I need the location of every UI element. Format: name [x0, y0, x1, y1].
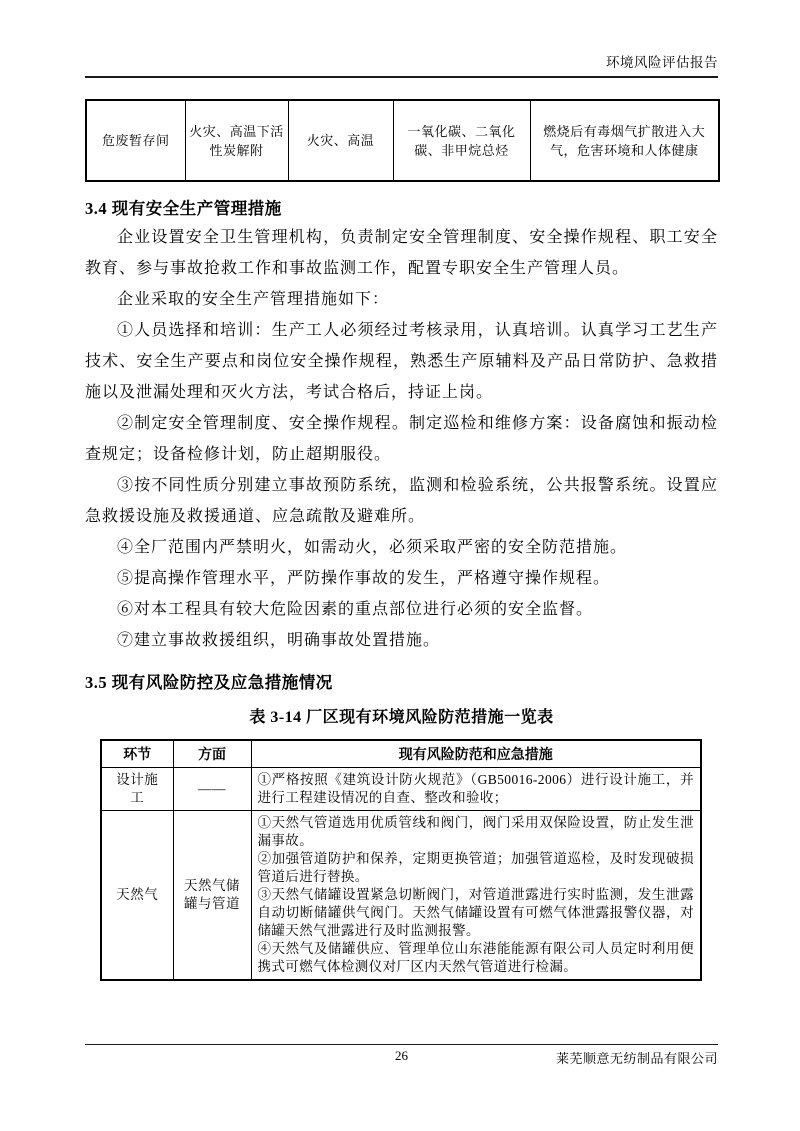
table-3-14-title: 表 3-14 厂区现有环境风险防范措施一览表: [249, 709, 554, 726]
risk-prevention-table: [100, 739, 702, 981]
measure-item: ①严格按照《建筑设计防火规范》（GB50016-2006）进行设计施工，并进行工程建设情况的自查、整改和验收；: [257, 771, 694, 805]
measure-item: ④天然气及储罐供应、管理单位山东港能能源有限公司人员定时利用便携式可燃气体检测仪对厂区内天然气管道进行检漏。: [257, 940, 694, 974]
stage-cell: 天然气: [101, 810, 173, 980]
table-row: [101, 767, 701, 810]
column-header-aspect: 方面: [173, 740, 251, 767]
page-footer: [85, 1044, 718, 1065]
report-title: 环境风险评估报告: [606, 55, 718, 70]
section-3-5-heading: 3.5 现有风险防控及应急措施情况: [85, 673, 333, 692]
paragraph: ⑥对本工程具有较大危险因素的重点部位进行必须的安全监督。: [117, 601, 594, 618]
measures-cell: [251, 767, 701, 810]
table-row: [101, 810, 701, 980]
measure-item: ②加强管道防护和保养，定期更换管道；加强管道巡检，及时发现破损管道后进行替换。: [257, 850, 694, 884]
paragraph: ②制定安全管理制度、安全操作规程。制定巡检和维修方案：设备腐蚀和振动检查规定；设备检修计划，防止超期服役。: [85, 415, 718, 463]
page-content: [85, 0, 718, 981]
page-number: 26: [395, 1048, 408, 1063]
hazard-cell-type: 火灾、高温: [288, 100, 393, 181]
paragraph: ⑦建立事故救援组织，明确事故处置措施。: [117, 632, 441, 649]
paragraph: ⑤提高操作管理水平，严防操作事故的发生，严格遵守操作规程。: [117, 570, 611, 587]
table-row: [86, 100, 719, 181]
hazard-cell-cause: 火灾、高温下活性炭解附: [185, 100, 288, 181]
column-header-stage: 环节: [101, 740, 173, 767]
measures-cell: [251, 810, 701, 980]
hazard-cell-location: 危废暂存间: [86, 100, 185, 181]
header-rule: [85, 76, 718, 78]
measure-item: ①天然气管道选用优质管线和阀门，阀门采用双保险设置，防止发生泄漏事故。: [257, 814, 694, 848]
table-header-row: [101, 740, 701, 767]
hazard-summary-table: [85, 99, 720, 182]
paragraph: ④全厂范围内严禁明火，如需动火，必须采取严密的安全防范措施。: [117, 539, 628, 556]
column-header-measures: 现有风险防范和应急措施: [251, 740, 701, 767]
hazard-cell-consequence: 燃烧后有毒烟气扩散进入大气，危害环境和人体健康: [530, 100, 719, 181]
aspect-cell: ——: [173, 767, 251, 810]
paragraph: 企业采取的安全生产管理措施如下：: [117, 291, 390, 308]
stage-cell: 设计施工: [101, 767, 173, 810]
hazard-cell-substance: 一氧化碳、二氧化碳、非甲烷总烃: [393, 100, 530, 181]
company-name: 莱芜顺意无纺制品有限公司: [555, 1051, 718, 1066]
paragraph: ①人员选择和培训：生产工人必须经过考核录用，认真培训。认真学习工艺生产技术、安全生产要点和岗位安全操作规程，熟悉生产原辅料及产品日常防护、急救措施以及泄漏处理和灭火方法，考试合格后，持证上岗。: [85, 322, 718, 401]
measure-item: ③天然气储罐设置紧急切断阀门，对管道泄露进行实时监测，发生泄露自动切断储罐供气阀门。天然气储罐设置有可燃气体泄露报警仪器，对储罐天然气泄露进行及时监测报警。: [257, 886, 694, 938]
section-3-4-heading: 3.4 现有安全生产管理措施: [85, 199, 282, 218]
footer-row: [85, 1045, 718, 1065]
paragraph: 企业设置安全卫生管理机构，负责制定安全管理制度、安全操作规程、职工安全教育、参与事故抢救工作和事故监测工作，配置专职安全生产管理人员。: [85, 229, 718, 277]
page-header: [85, 0, 718, 78]
paragraph: ③按不同性质分别建立事故预防系统，监测和检验系统，公共报警系统。设置应急救援设施及救援通道、应急疏散及避难所。: [85, 477, 718, 525]
aspect-cell: 天然气储罐与管道: [173, 810, 251, 980]
